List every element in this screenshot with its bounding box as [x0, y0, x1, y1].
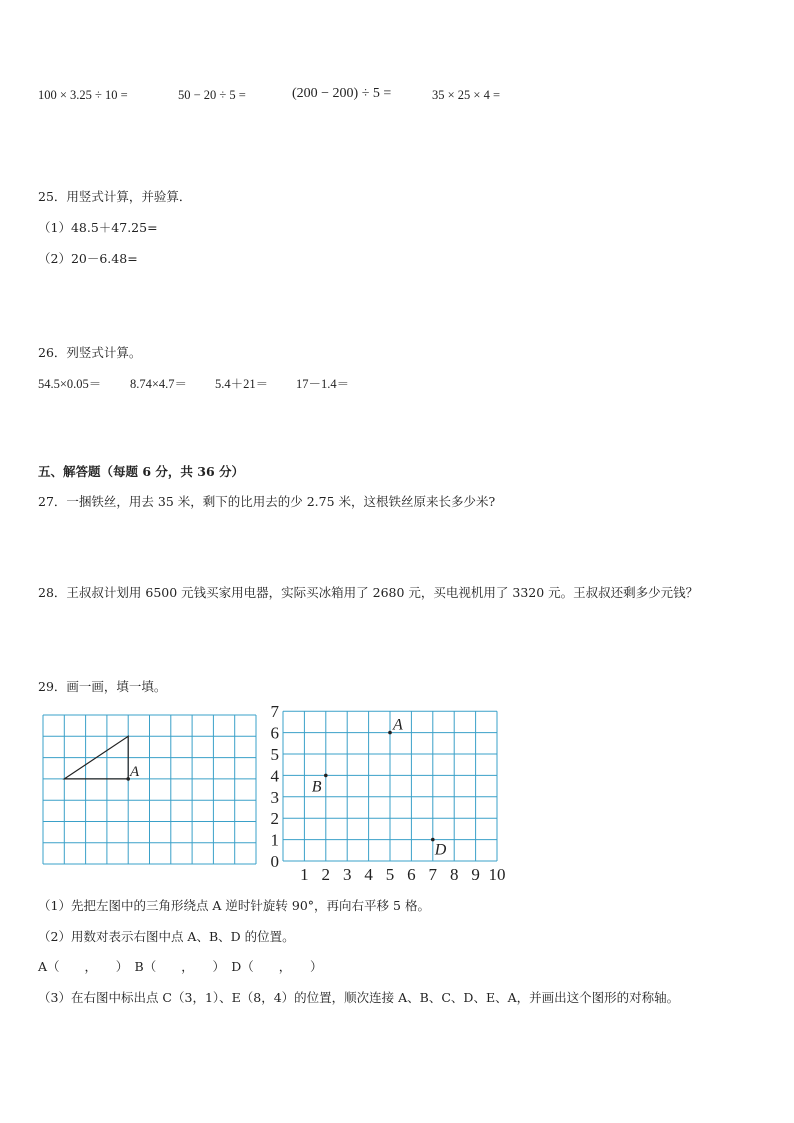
q29-step1: （1）先把左图中的三角形绕点 A 逆时针旋转 90°，再向右平移 5 格。 — [38, 898, 430, 913]
left-grid-figure — [40, 712, 260, 868]
q26-title: 26．列竖式计算。 — [38, 345, 142, 360]
point-b-label: B — [311, 778, 322, 796]
point-a-dot — [388, 731, 392, 735]
x-tick-label: 1 — [300, 865, 309, 884]
formula-1: 100 × 3.25 ÷ 10 = — [38, 88, 128, 102]
q25-part2: （2）20－6.48= — [38, 251, 138, 266]
x-tick-label: 6 — [407, 865, 416, 884]
left-point-a-label: A — [130, 764, 140, 780]
y-tick-label: 1 — [270, 830, 279, 850]
point-b-dot — [324, 774, 328, 778]
q26-item-3: 5.4＋21＝ — [215, 377, 269, 391]
x-tick-label: 8 — [449, 865, 459, 884]
y-tick-label: 0 — [270, 852, 279, 871]
x-tick-label: 10 — [488, 865, 506, 884]
q28-text: 28．王叔叔计划用 6500 元钱买家用电器，实际买冰箱用了 2680 元，买电视机用了 3320 元。王叔叔还剩多少元钱？ — [38, 585, 699, 600]
x-tick-label: 4 — [364, 865, 373, 884]
q25-part1: （1）48.5＋47.25= — [38, 220, 158, 235]
x-tick-label: 2 — [321, 865, 331, 884]
formula-3: (200 − 200) ÷ 5 = — [292, 86, 392, 101]
q29-answer-blanks[interactable]: A（ ， ） B（ ， ） D（ ， ） — [38, 959, 323, 974]
point-a-label: A — [393, 716, 403, 734]
section5-title: 五、解答题（每题 6 分，共 36 分） — [38, 464, 245, 479]
formula-2: 50 − 20 ÷ 5 = — [178, 88, 246, 102]
q25-title: 25．用竖式计算，并验算． — [38, 189, 192, 204]
q26-item-2: 8.74×4.7＝ — [130, 377, 188, 391]
q29-title: 29．画一画，填一填。 — [38, 679, 167, 694]
y-tick-label: 2 — [270, 809, 279, 829]
y-tick-label: 5 — [270, 745, 279, 764]
y-tick-label: 4 — [270, 766, 279, 786]
y-tick-label: 3 — [270, 787, 279, 807]
point-d-label: D — [434, 841, 447, 859]
y-tick-label: 7 — [270, 702, 279, 722]
q29-step3: （3）在右图中标出点 C（3，1）、E（8，4）的位置，顺次连接 A、B、C、D、E、A，并画出这个图形的对称轴。 — [38, 990, 680, 1005]
y-tick-label: 6 — [270, 723, 279, 743]
q26-item-1: 54.5×0.05＝ — [38, 377, 102, 391]
q29-step2: （2）用数对表示右图中点 A、B、D 的位置。 — [38, 929, 295, 944]
x-tick-label: 9 — [471, 865, 480, 884]
x-tick-label: 3 — [342, 865, 352, 884]
right-coordinate-grid — [268, 700, 513, 888]
formula-4: 35 × 25 × 4 = — [432, 88, 501, 102]
x-tick-label: 7 — [428, 865, 438, 884]
q26-item-4: 17－1.4＝ — [296, 377, 350, 391]
q27-text: 27．一捆铁丝，用去 35 米，剩下的比用去的少 2.75 米，这根铁丝原来长多少米? — [38, 494, 496, 509]
x-tick-label: 5 — [385, 865, 395, 884]
